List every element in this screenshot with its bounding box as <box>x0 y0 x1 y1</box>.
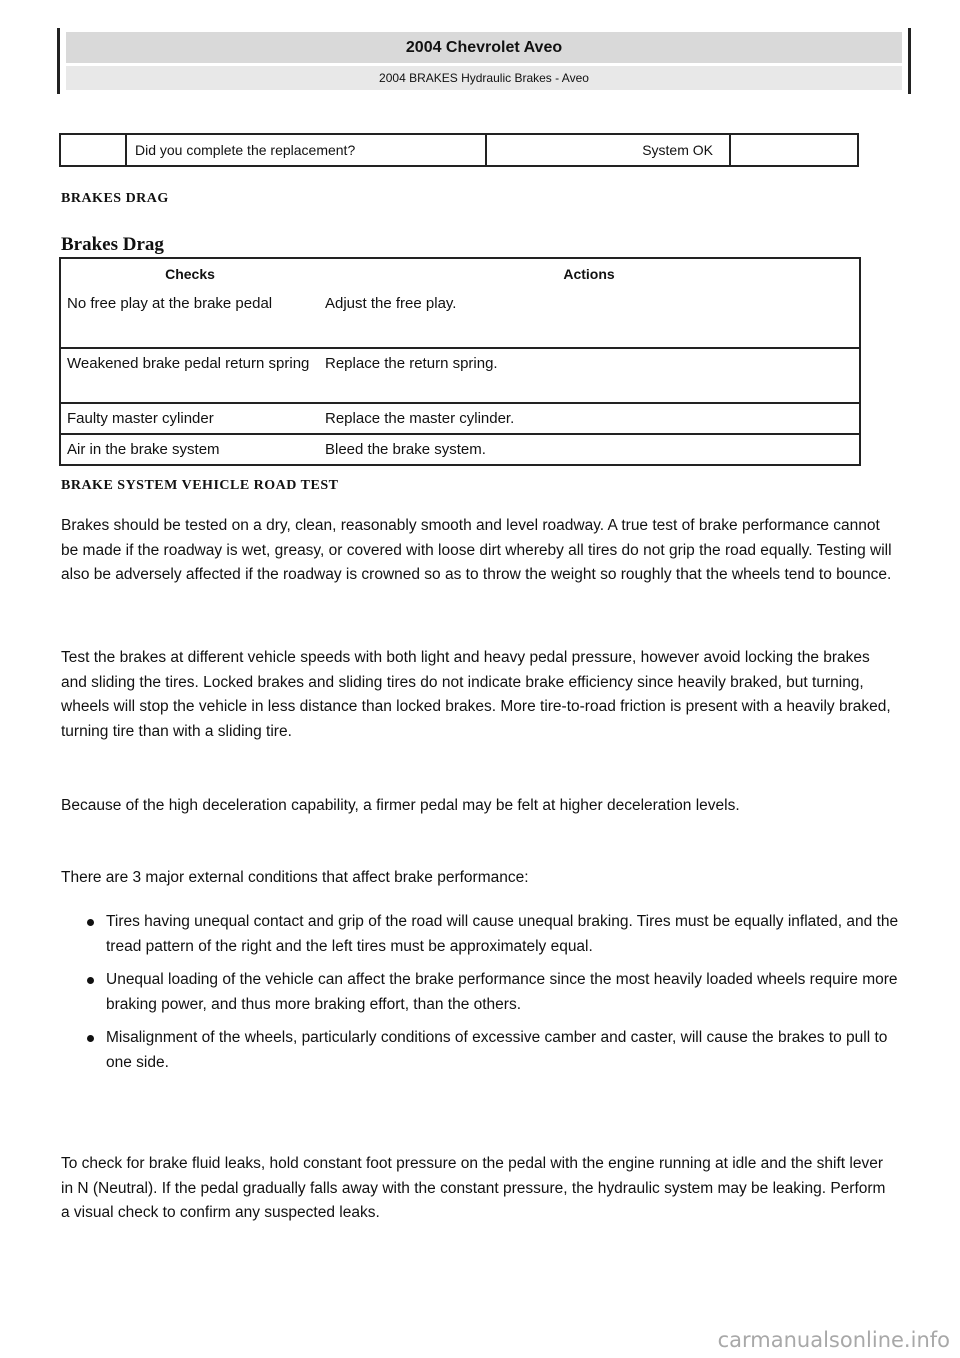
action-cell: Bleed the brake system. <box>319 434 860 465</box>
action-cell: Adjust the free play. <box>325 295 457 312</box>
paragraph-fluid-leaks: To check for brake fluid leaks, hold constant foot pressure on the pedal with the engine running at idle and the shift lever in N (Neutral). If the pedal gradually falls away with the constant pressure, the hydraulic system may be leaking. Perform a visual check to confirm any suspected leaks. <box>61 1155 886 1221</box>
list-item <box>84 910 899 959</box>
question-cell: Did you complete the replacement? <box>126 134 486 166</box>
watermark: carmanualsonline.info <box>717 1328 950 1352</box>
empty-cell <box>60 134 126 166</box>
list-item <box>84 968 899 1017</box>
action-cell: Replace the return spring. <box>319 348 860 403</box>
check-cell: Air in the brake system <box>60 434 319 465</box>
document-subtitle: 2004 BRAKES Hydraulic Brakes - Aveo <box>66 66 902 90</box>
previous-table-row <box>59 133 859 167</box>
list-item-text: Misalignment of the wheels, particularly conditions of excessive camber and caster, will cause the brakes to pull to one side. <box>106 1029 888 1071</box>
table-row <box>60 289 860 348</box>
table-title: Brakes Drag <box>61 234 164 255</box>
brakes-drag-table <box>59 257 861 466</box>
list-item-text: Unequal loading of the vehicle can affect the brake performance since the most heavily loaded wheels require more braking power, and thus more braking effort, than the others. <box>106 971 898 1013</box>
list-item <box>84 1026 899 1075</box>
check-cell: Weakened brake pedal return spring <box>60 348 319 403</box>
check-cell: Faulty master cylinder <box>60 403 319 434</box>
paragraph-conditions-intro: There are 3 major external conditions that affect brake performance: <box>61 869 529 886</box>
check-cell: No free play at the brake pedal <box>67 295 273 312</box>
result-cell: System OK <box>486 134 730 166</box>
header-actions: Actions <box>563 266 615 282</box>
paragraph-test-speeds: Test the brakes at different vehicle speeds with both light and heavy pedal pressure, however avoid locking the brakes and sliding the tires. Locked brakes and sliding tires do not indicate brake efficiency since heavily braked, but turning, wheels will stop the vehicle in less distance than locked brakes. More tire-to-road friction is present with a heavily braked, turning tire than with a sliding tire. <box>61 649 891 740</box>
document-header <box>57 28 911 94</box>
header-checks: Checks <box>165 266 215 282</box>
conditions-list <box>84 910 899 1084</box>
table-row <box>60 434 860 465</box>
list-item-text: Tires having unequal contact and grip of the road will cause unequal braking. Tires must be equally inflated, and the tread pattern of the right and the left tires must be approximately equal. <box>106 913 899 955</box>
table-row <box>60 403 860 434</box>
bullet-icon <box>87 919 94 926</box>
section-heading-brakes-drag: BRAKES DRAG <box>61 191 169 206</box>
section-heading-road-test: BRAKE SYSTEM VEHICLE ROAD TEST <box>61 478 339 493</box>
table-row <box>60 348 860 403</box>
bullet-icon <box>87 977 94 984</box>
paragraph-deceleration: Because of the high deceleration capability, a firmer pedal may be felt at higher deceleration levels. <box>61 797 740 814</box>
bullet-icon <box>87 1035 94 1042</box>
action-cell: Replace the master cylinder. <box>319 403 860 434</box>
paragraph-road-surface: Brakes should be tested on a dry, clean, reasonably smooth and level roadway. A true test of brake performance cannot be made if the roadway is wet, greasy, or covered with loose dirt whereby all tires do not grip the road equally. Testing will also be adversely affected if the roadway is crowned so as to throw the weight so roughly that the wheels tend to bounce. <box>61 517 892 583</box>
empty-cell <box>730 134 858 166</box>
document-title: 2004 Chevrolet Aveo <box>66 32 902 63</box>
